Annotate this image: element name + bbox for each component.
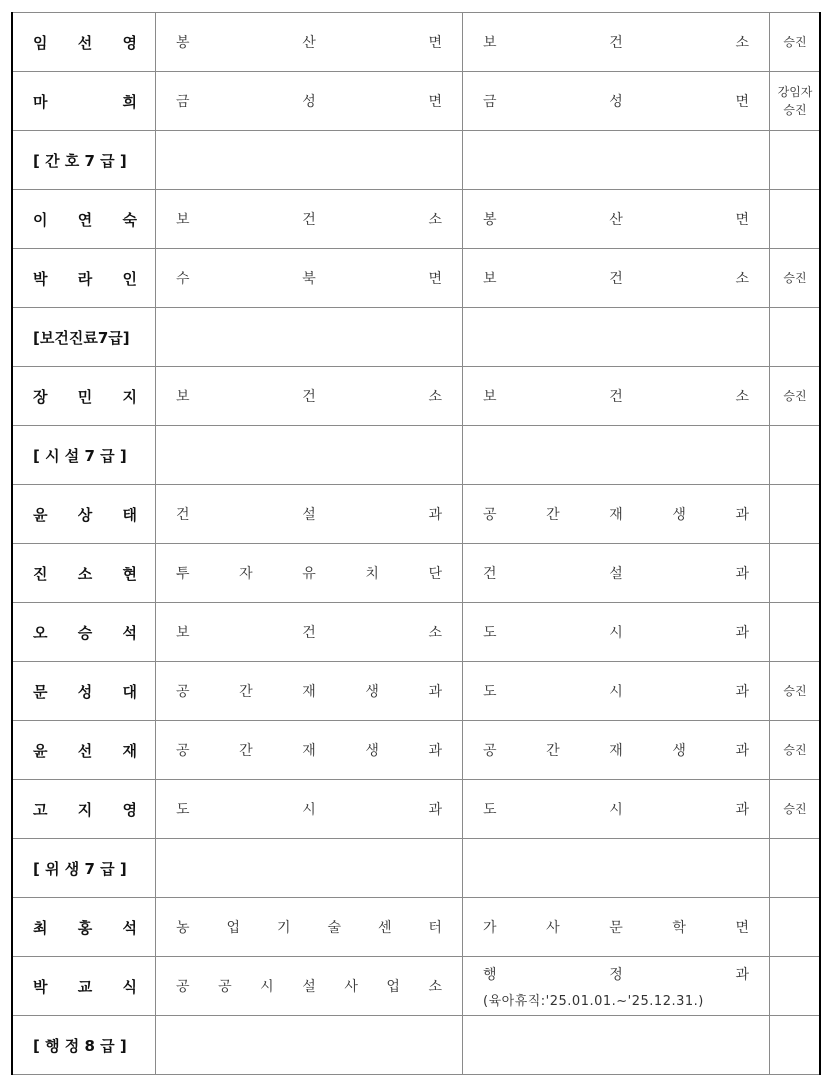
table-row	[13, 190, 821, 249]
new-post-cell	[156, 957, 463, 1016]
new-post-cell	[156, 190, 463, 249]
previous-post: 도 시 과	[483, 625, 749, 641]
remark-cell	[770, 603, 821, 662]
section-label	[13, 1016, 156, 1075]
previous-post-cell	[463, 72, 770, 131]
new-post: 보 건 소	[176, 625, 442, 641]
new-post-cell	[156, 662, 463, 721]
section-header-row	[13, 426, 821, 485]
remark-cell	[770, 721, 821, 780]
previous-post: 금 성 면	[483, 94, 749, 110]
table-row	[13, 662, 821, 721]
remark-cell	[770, 72, 821, 131]
remark-text: 승진	[783, 35, 807, 49]
section-label-text: [보건진료7급]	[33, 328, 130, 347]
previous-post-cell	[463, 544, 770, 603]
person-name-cell	[13, 780, 156, 839]
new-post: 공 간 재 생 과	[176, 684, 442, 700]
table-row	[13, 603, 821, 662]
person-name: 진 소 현	[33, 564, 137, 583]
person-name: 고 지 영	[33, 800, 137, 819]
previous-post-cell	[463, 426, 770, 485]
personnel-table	[12, 12, 821, 1075]
person-name: 최 홍 석	[33, 918, 137, 937]
remark-cell	[770, 131, 821, 190]
new-post-cell	[156, 72, 463, 131]
person-name: 장 민 지	[33, 387, 137, 406]
new-post-cell	[156, 1016, 463, 1075]
person-name: 문 성 대	[33, 682, 137, 701]
table-row	[13, 72, 821, 131]
previous-post-cell	[463, 898, 770, 957]
previous-post-cell	[463, 780, 770, 839]
remark-cell	[770, 190, 821, 249]
table-row	[13, 721, 821, 780]
person-name: 윤 선 재	[33, 741, 137, 760]
previous-post: 보 건 소	[483, 35, 749, 51]
section-header-row	[13, 308, 821, 367]
new-post: 봉 산 면	[176, 35, 442, 51]
new-post: 수 북 면	[176, 271, 442, 287]
table-row	[13, 367, 821, 426]
table-row	[13, 898, 821, 957]
section-header-row	[13, 1016, 821, 1075]
previous-post-cell	[463, 308, 770, 367]
remark-cell	[770, 485, 821, 544]
person-name-cell	[13, 603, 156, 662]
section-label	[13, 131, 156, 190]
table-row	[13, 544, 821, 603]
previous-post-cell	[463, 485, 770, 544]
previous-post: 건 설 과	[483, 566, 749, 582]
previous-post: 보 건 소	[483, 389, 749, 405]
remark-text: 승진	[783, 743, 807, 757]
previous-post: 공 간 재 생 과	[483, 507, 749, 523]
previous-post-cell	[463, 957, 770, 1016]
person-name: 이 연 숙	[33, 210, 137, 229]
new-post: 보 건 소	[176, 212, 442, 228]
remark-cell	[770, 426, 821, 485]
previous-post: 보 건 소	[483, 271, 749, 287]
new-post: 도 시 과	[176, 802, 442, 818]
new-post-cell	[156, 485, 463, 544]
person-name: 오 승 석	[33, 623, 137, 642]
new-post-cell	[156, 721, 463, 780]
person-name-cell	[13, 485, 156, 544]
previous-post-cell	[463, 1016, 770, 1075]
remark-cell	[770, 249, 821, 308]
new-post: 건 설 과	[176, 507, 442, 523]
new-post-cell	[156, 544, 463, 603]
new-post-cell	[156, 249, 463, 308]
previous-post-cell	[463, 190, 770, 249]
new-post-cell	[156, 367, 463, 426]
remark-text: 승진	[783, 802, 807, 816]
previous-post-cell	[463, 131, 770, 190]
new-post: 공 간 재 생 과	[176, 743, 442, 759]
new-post-cell	[156, 898, 463, 957]
previous-post: 행 정 과	[483, 966, 749, 983]
person-name-cell	[13, 190, 156, 249]
section-label	[13, 308, 156, 367]
person-name-cell	[13, 72, 156, 131]
person-name-cell	[13, 898, 156, 957]
new-post-cell	[156, 308, 463, 367]
personnel-table-sheet	[12, 12, 820, 1075]
section-label-text: [ 위 생 7 급 ]	[33, 859, 127, 878]
section-label	[13, 839, 156, 898]
person-name-cell	[13, 957, 156, 1016]
table-row	[13, 249, 821, 308]
section-label	[13, 426, 156, 485]
new-post: 보 건 소	[176, 389, 442, 405]
section-header-row	[13, 131, 821, 190]
person-name: 임 선 영	[33, 33, 137, 52]
previous-post-cell	[463, 603, 770, 662]
new-post: 투 자 유 치 단	[176, 566, 442, 582]
person-name: 마 희	[33, 92, 137, 111]
person-name: 박 라 인	[33, 269, 137, 288]
person-name-cell	[13, 249, 156, 308]
remark-cell	[770, 13, 821, 72]
new-post: 공 공 시 설 사 업 소	[176, 979, 442, 995]
table-row	[13, 485, 821, 544]
table-row	[13, 13, 821, 72]
person-name-cell	[13, 367, 156, 426]
remark-text: 승진	[783, 103, 807, 117]
remark-cell	[770, 780, 821, 839]
previous-post-cell	[463, 662, 770, 721]
previous-post: 가 사 문 학 면	[483, 920, 749, 936]
previous-post-cell	[463, 721, 770, 780]
new-post: 금 성 면	[176, 94, 442, 110]
remark-text: 승진	[783, 271, 807, 285]
previous-post: 도 시 과	[483, 802, 749, 818]
remark-cell	[770, 898, 821, 957]
section-label-text: [ 간 호 7 급 ]	[33, 151, 127, 170]
remark-text: 승진	[783, 684, 807, 698]
person-name-cell	[13, 721, 156, 780]
person-name-cell	[13, 544, 156, 603]
remark-cell	[770, 662, 821, 721]
previous-post: 봉 산 면	[483, 212, 749, 228]
new-post-cell	[156, 603, 463, 662]
new-post-cell	[156, 131, 463, 190]
personnel-table-body	[13, 13, 821, 1075]
new-post-cell	[156, 839, 463, 898]
remark-text: 승진	[783, 389, 807, 403]
section-label-text: [ 행 정 8 급 ]	[33, 1036, 127, 1055]
leave-period-note: (육아휴직:'25.01.01.~'25.12.31.)	[483, 993, 704, 1009]
remark-text: 강임자	[777, 85, 813, 99]
previous-post: 도 시 과	[483, 684, 749, 700]
person-name: 박 교 식	[33, 977, 137, 996]
previous-post-cell	[463, 839, 770, 898]
previous-post-cell	[463, 13, 770, 72]
table-row	[13, 780, 821, 839]
person-name-cell	[13, 662, 156, 721]
person-name-cell	[13, 13, 156, 72]
remark-cell	[770, 957, 821, 1016]
table-row	[13, 957, 821, 1016]
remark-cell	[770, 1016, 821, 1075]
section-label-text: [ 시 설 7 급 ]	[33, 446, 127, 465]
new-post-cell	[156, 13, 463, 72]
previous-post-cell	[463, 367, 770, 426]
remark-cell	[770, 839, 821, 898]
new-post: 농 업 기 술 센 터	[176, 920, 442, 936]
remark-cell	[770, 308, 821, 367]
person-name: 윤 상 태	[33, 505, 137, 524]
previous-post: 공 간 재 생 과	[483, 743, 749, 759]
previous-post-cell	[463, 249, 770, 308]
new-post-cell	[156, 426, 463, 485]
remark-cell	[770, 544, 821, 603]
remark-cell	[770, 367, 821, 426]
section-header-row	[13, 839, 821, 898]
new-post-cell	[156, 780, 463, 839]
